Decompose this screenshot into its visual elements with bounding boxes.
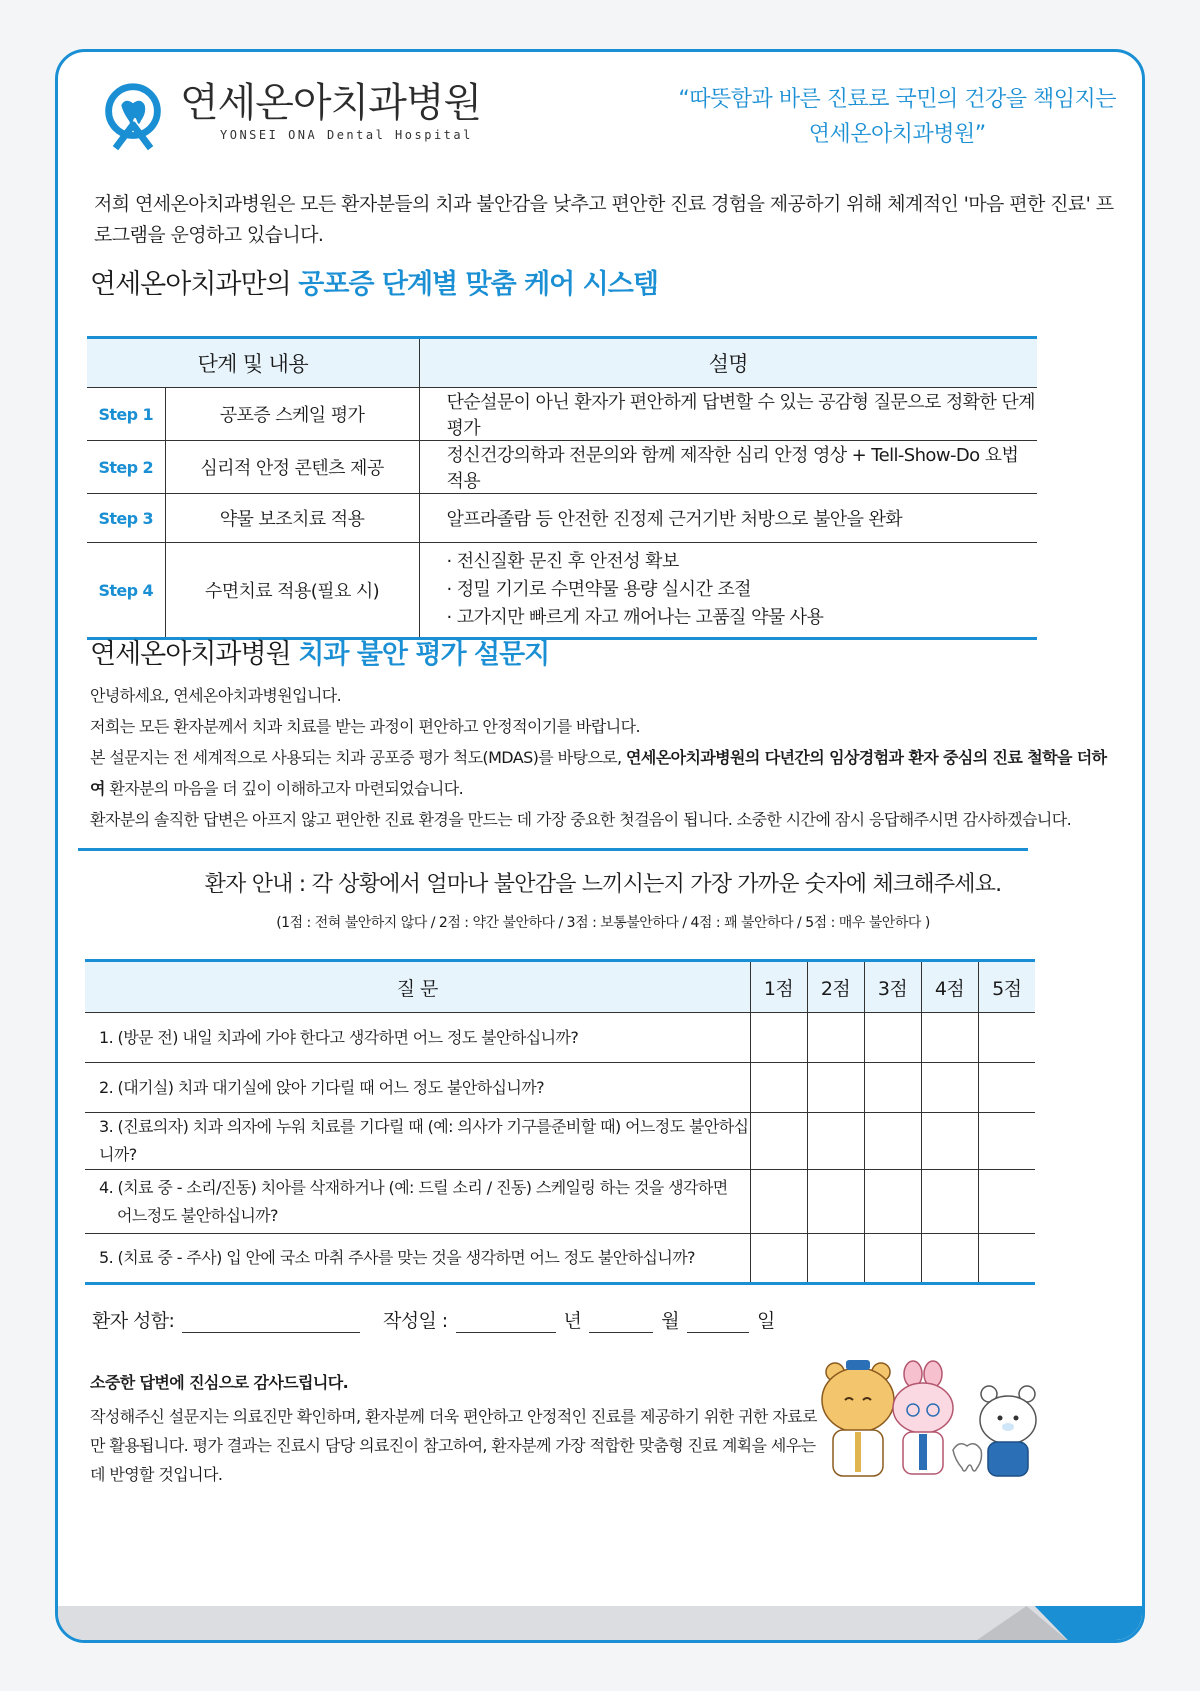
survey-intro-bold: 연세온아치과병원의 다년간의 임상경험과 환자 중심의 진료 철학을 더하여: [90, 748, 1107, 798]
score-cell-2[interactable]: [807, 1234, 864, 1284]
score-cell-4[interactable]: [921, 1013, 978, 1063]
rabbit-mascot-icon: [893, 1361, 953, 1474]
survey-intro: [90, 680, 1120, 835]
care-system-table: [87, 336, 1037, 640]
question-text: 3. (진료의자) 치과 의자에 누워 치료를 기다릴 때 (예: 의사가 기구를준비할 때) 어느정도 불안하십니까?: [85, 1113, 750, 1170]
day-field[interactable]: [687, 1311, 749, 1333]
slogan-line-2: 연세온아치과병원”: [808, 122, 986, 147]
table-row: [87, 543, 1037, 639]
table-row: [85, 1234, 1035, 1284]
survey-intro-text: 본 설문지는 전 세계적으로 사용되는 치과 공포증 평가 척도(MDAS)를 바탕으로,: [90, 748, 627, 767]
step-name: 수면치료 적용(필요 시): [165, 543, 419, 639]
survey-section-title: [90, 632, 549, 671]
survey-intro-text: 환자분의 마음을 더 깊이 이해하고자 마련되었습니다.: [104, 779, 464, 798]
score-cell-1[interactable]: [750, 1063, 807, 1113]
score-cell-5[interactable]: [978, 1113, 1035, 1170]
score-cell-3[interactable]: [864, 1013, 921, 1063]
table-row: [85, 1170, 1035, 1234]
survey-intro-line: 저희는 모든 환자분께서 치과 치료를 받는 과정이 편안하고 안정적이기를 바랍니다.: [90, 717, 640, 736]
logo-english-name: YONSEI ONA Dental Hospital: [220, 128, 473, 142]
score-cell-2[interactable]: [807, 1170, 864, 1234]
question-line: 4. (치료 중 - 소리/진동) 치아를 삭재하거나 (예: 드릴 소리 / 진동) 스케일링 하는 것을 생각하면: [99, 1177, 728, 1197]
thanks-heading: 소중한 답변에 진심으로 감사드립니다.: [90, 1373, 349, 1392]
care-section-title: [90, 262, 658, 301]
question-text: 5. (치료 중 - 주사) 입 안에 국소 마취 주사를 맞는 것을 생각하면 어느 정도 불안하십니까?: [85, 1234, 750, 1284]
step-desc: 단순설문이 아닌 환자가 편안하게 답변할 수 있는 공감형 질문으로 정확한 단계 평가: [419, 388, 1037, 441]
score-cell-1[interactable]: [750, 1013, 807, 1063]
score-scale: (1점 : 전혀 불안하지 않다 / 2점 : 약간 불안하다 / 3점 : 보통불안하다 / 4점 : 꽤 불안하다 / 5점 : 매우 불안하다 ): [276, 915, 930, 931]
survey-title-highlight: 치과 불안 평가 설문지: [298, 639, 550, 670]
table-row: [87, 494, 1037, 543]
day-label: 일: [757, 1310, 775, 1332]
score-cell-3[interactable]: [864, 1113, 921, 1170]
score-header: 1점: [750, 961, 807, 1013]
bullet-item: · 전신질환 문진 후 안전성 확보: [446, 551, 679, 572]
bullet-item: · 고가지만 빠르게 자고 깨어나는 고품질 약물 사용: [446, 607, 824, 628]
year-field[interactable]: [456, 1311, 556, 1333]
question-line: 어느정도 불안하십니까?: [117, 1205, 278, 1225]
step-desc: 정신건강의학과 전문의와 함께 제작한 심리 안정 영상 + Tell-Show-Do 요법 적용: [419, 441, 1037, 494]
question-column-header: 질 문: [85, 961, 750, 1013]
table-row: [87, 441, 1037, 494]
score-cell-4[interactable]: [921, 1063, 978, 1113]
care-title-highlight: 공포증 단계별 맞춤 케어 시스템: [298, 269, 658, 300]
score-cell-2[interactable]: [807, 1063, 864, 1113]
table-row: [85, 1013, 1035, 1063]
intro-paragraph: 저희 연세온아치과병원은 모든 환자분들의 치과 불안감을 낮추고 편안한 진료 경험을 제공하기 위해 체계적인 '마음 편한 진료' 프로그램을 운영하고 있습니다.: [94, 193, 1114, 246]
score-cell-5[interactable]: [978, 1170, 1035, 1234]
care-title-prefix: 연세온아치과만의: [90, 269, 299, 300]
patient-name-field[interactable]: [182, 1311, 360, 1333]
step-label: Step 1: [87, 388, 165, 441]
step-name: 공포증 스케일 평가: [165, 388, 419, 441]
score-cell-1[interactable]: [750, 1113, 807, 1170]
slogan: [678, 82, 1116, 152]
score-cell-5[interactable]: [978, 1013, 1035, 1063]
score-cell-3[interactable]: [864, 1170, 921, 1234]
step-label: Step 3: [87, 494, 165, 543]
survey-intro-line: 안녕하세요, 연세온아치과병원입니다.: [90, 686, 342, 705]
patient-name-label: 환자 성함:: [92, 1310, 175, 1332]
question-text: [85, 1170, 750, 1234]
hospital-logo: [94, 76, 481, 154]
score-header: 2점: [807, 961, 864, 1013]
patient-name-row: [92, 1306, 368, 1333]
tooth-mascot-icon: [953, 1444, 982, 1471]
step-name: 심리적 안정 콘텐츠 제공: [165, 441, 419, 494]
score-cell-1[interactable]: [750, 1234, 807, 1284]
step-desc: 알프라졸람 등 안전한 진정제 근거기반 처방으로 불안을 완화: [419, 494, 1037, 543]
section-divider: [78, 848, 1028, 851]
score-cell-3[interactable]: [864, 1063, 921, 1113]
score-cell-4[interactable]: [921, 1170, 978, 1234]
score-cell-2[interactable]: [807, 1113, 864, 1170]
step-name: 약물 보조치료 적용: [165, 494, 419, 543]
mascot-characters-illustration: [813, 1352, 1043, 1482]
score-header: 4점: [921, 961, 978, 1013]
survey-intro-line: 환자분의 솔직한 답변은 아프지 않고 편안한 진료 환경을 만드는 데 가장 중요한 첫걸음이 됩니다. 소중한 시간에 잠시 응답해주시면 감사하겠습니다.: [90, 810, 1072, 829]
score-cell-3[interactable]: [864, 1234, 921, 1284]
score-cell-2[interactable]: [807, 1013, 864, 1063]
slogan-line-1: “따뜻함과 바른 진료로 국민의 건강을 책임지는: [678, 87, 1116, 112]
score-cell-4[interactable]: [921, 1113, 978, 1170]
care-table-header: [87, 338, 1037, 388]
survey-intro-line: [90, 742, 1120, 804]
bullet-item: · 정밀 기기로 수면약물 용량 실시간 조절: [446, 579, 751, 600]
questionnaire-header: [85, 961, 1035, 1013]
month-label: 월: [661, 1310, 680, 1332]
footer-band: [58, 1606, 1142, 1640]
polar-bear-mascot-icon: [980, 1386, 1036, 1476]
score-cell-5[interactable]: [978, 1234, 1035, 1284]
date-label: 작성일 :: [383, 1310, 448, 1332]
score-cell-5[interactable]: [978, 1063, 1035, 1113]
step-label: Step 2: [87, 441, 165, 494]
footer-note: 작성해주신 설문지는 의료진만 확인하며, 환자분께 더욱 편안하고 안정적인 진료를 제공하기 위한 귀한 자료로만 활용됩니다. 평가 결과는 진료시 담당 의료진이 참고하여, 환자분께 가장 적합한 맞춤형 진료 계획을 세우는 데 반영할 것입니다.: [90, 1407, 817, 1484]
survey-title-prefix: 연세온아치과병원: [90, 639, 299, 670]
score-header: 5점: [978, 961, 1035, 1013]
date-row: [383, 1306, 775, 1333]
document-page: [55, 49, 1145, 1643]
questionnaire-table: [85, 959, 1035, 1285]
patient-guide: 환자 안내 : 각 상황에서 얼마나 불안감을 느끼시는지 가장 가까운 숫자에 체크해주세요.: [204, 872, 1002, 897]
score-cell-1[interactable]: [750, 1170, 807, 1234]
step-label: Step 4: [87, 543, 165, 639]
question-text: 2. (대기실) 치과 대기실에 앉아 기다릴 때 어느 정도 불안하십니까?: [85, 1063, 750, 1113]
table-row: [87, 388, 1037, 441]
logo-korean-name: 연세온아치과병원: [180, 80, 482, 126]
tooth-logo-icon: [94, 76, 172, 154]
score-cell-4[interactable]: [921, 1234, 978, 1284]
month-field[interactable]: [589, 1311, 653, 1333]
step-bullets: [419, 543, 1037, 639]
table-row: [85, 1113, 1035, 1170]
score-header: 3점: [864, 961, 921, 1013]
table-row: [85, 1063, 1035, 1113]
bear-mascot-icon: [822, 1360, 894, 1476]
year-label: 년: [563, 1310, 582, 1332]
care-header-step: 단계 및 내용: [87, 338, 419, 388]
care-header-desc: 설명: [419, 338, 1037, 388]
question-text: 1. (방문 전) 내일 치과에 가야 한다고 생각하면 어느 정도 불안하십니까?: [85, 1013, 750, 1063]
